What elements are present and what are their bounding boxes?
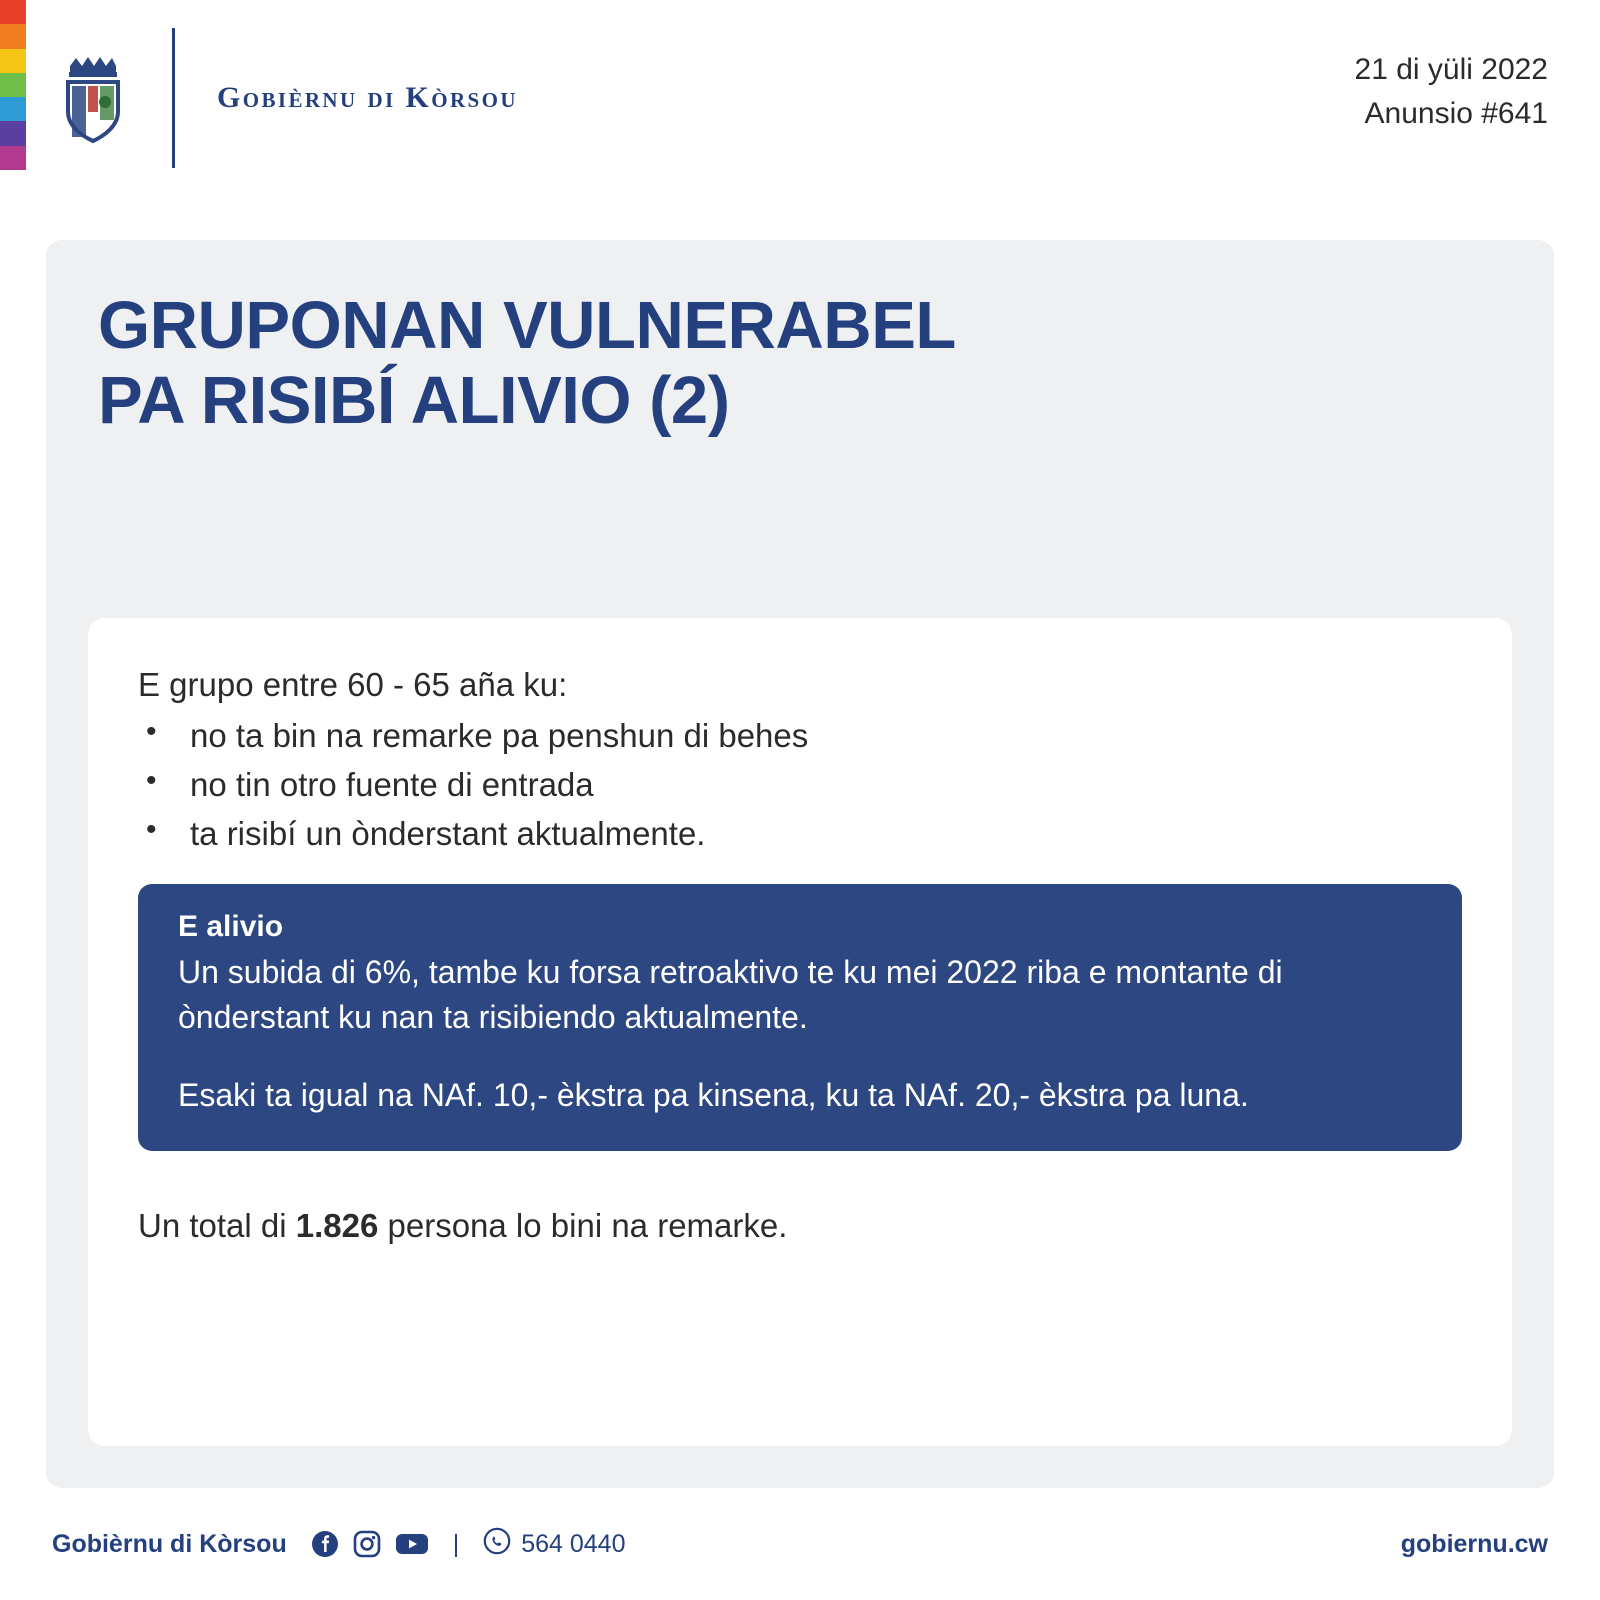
callout-title: E alivio: [178, 910, 284, 944]
lead-text: E grupo entre 60 - 65 aña ku:: [138, 666, 568, 703]
website-link[interactable]: gobiernu.cw: [1400, 1529, 1548, 1558]
relief-callout: [138, 884, 1462, 1150]
footer-separator: |: [452, 1529, 460, 1558]
organization-name: Gobièrnu di Kòrsou: [217, 81, 518, 114]
page-footer: [0, 1488, 1600, 1600]
instagram-icon[interactable]: [353, 1530, 381, 1558]
callout-paragraph-1: Un subida di 6%, tambe ku forsa retroaktivo te ku mei 2022 riba e montante di ònderstant ku nan ta risibiendo aktualmente.: [178, 954, 1283, 1035]
facebook-icon[interactable]: [311, 1530, 339, 1558]
total-prefix: Un total di: [138, 1206, 296, 1244]
whatsapp-icon: [483, 1527, 511, 1562]
total-statement: [138, 1207, 1462, 1245]
total-suffix: persona lo bini na remarke.: [378, 1206, 788, 1244]
phone-number: 564 0440: [521, 1529, 626, 1558]
page-title: [46, 240, 1554, 438]
title-line-1: GRUPONAN VULNERABEL: [98, 288, 956, 363]
list-item: • ta risibí un ònderstant aktualmente.: [138, 810, 1462, 859]
list-item: • no ta bin na remarke pa penshun di behes: [138, 712, 1462, 761]
title-line-2: PA RISIBÍ ALIVIO (2): [98, 363, 730, 439]
coat-of-arms-icon: [56, 50, 128, 146]
youtube-icon[interactable]: [395, 1530, 429, 1558]
footer-left-group: [52, 1527, 626, 1562]
criteria-list: [138, 712, 1462, 858]
content-panel: [88, 618, 1512, 1446]
header-meta: [1355, 48, 1548, 135]
footer-brand: Gobièrnu di Kòrsou: [52, 1529, 287, 1558]
page-header: [0, 0, 1600, 196]
social-links[interactable]: [311, 1530, 429, 1558]
callout-paragraph-2: Esaki ta igual na NAf. 10,- èkstra pa kinsena, ku ta NAf. 20,- èkstra pa luna.: [178, 1076, 1249, 1113]
header-divider: [172, 28, 175, 168]
publication-date: 21 di yüli 2022: [1354, 53, 1548, 86]
list-item: • no tin otro fuente di entrada: [138, 761, 1462, 810]
total-number: 1.826: [295, 1206, 379, 1244]
whatsapp-contact[interactable]: [483, 1527, 625, 1562]
announcement-card: [46, 240, 1554, 1488]
rainbow-stripe: [0, 0, 26, 170]
announcement-number: Anunsio #641: [1364, 96, 1548, 130]
